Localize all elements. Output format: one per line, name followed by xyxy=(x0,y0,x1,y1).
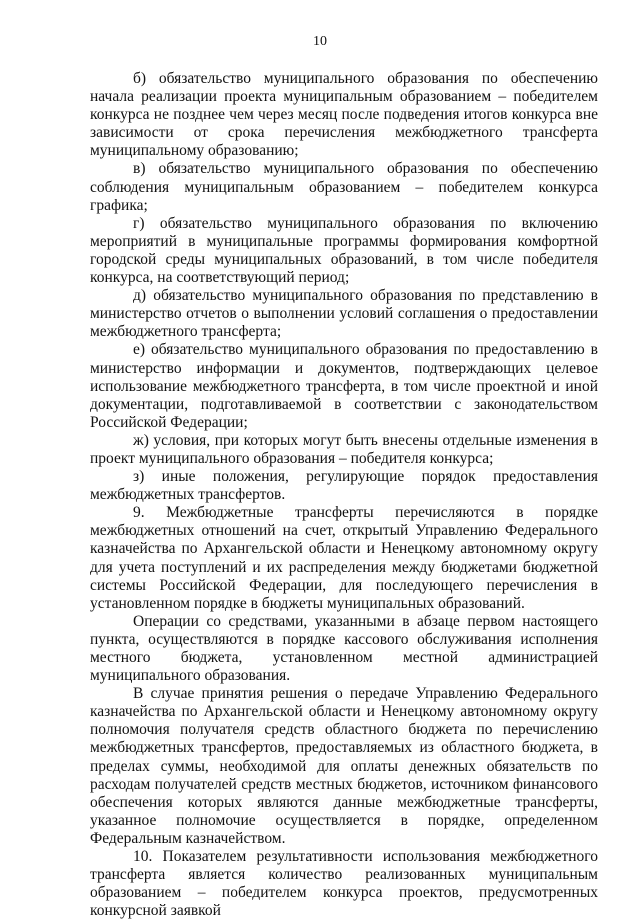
paragraph-9: 9. Межбюджетные трансферты перечисляются в порядке межбюджетных отношений на счет, открытый Управлению Федерального казначейства по Архангельской области и Ненецкому автономному округу для учета поступлений и их распределения между бюджетами бюджетной системы Российской Федерации, для последующего перечисления в установленном порядке в бюджеты муниципальных образований. xyxy=(90,504,598,612)
document-body xyxy=(90,70,598,920)
paragraph-d: д) обязательство муниципального образования по представлению в министерство отчетов о выполнении условий соглашения о предоставлении межбюджетного трансферта; xyxy=(90,287,598,341)
paragraph-operations: Операции со средствами, указанными в абзаце первом настоящего пункта, осуществляются в порядке кассового обслуживания исполнения местного бюджета, установленном местной администрацией муниципального образования. xyxy=(90,612,598,685)
paragraph-10: 10. Показателем результативности использования межбюджетного трансферта является количество реализованных муниципальным образованием – победителем конкурса проектов, предусмотренных конкурсной заявкой xyxy=(90,848,598,920)
paragraph-transfer-powers: В случае принятия решения о передаче Управлению Федерального казначейства по Архангельской области и Ненецкому автономному округу полномочия получателя средств областного бюджета по перечислению межбюджетных трансфертов, предоставляемых из областного бюджета, в пределах суммы, необходимой для оплаты денежных обязательств по расходам получателей средств местных бюджетов, источником финансового обеспечения которых являются данные межбюджетные трансферты, указанное полномочие осуществляется в порядке, определенном Федеральным казначейством. xyxy=(90,685,598,847)
paragraph-z: з) иные положения, регулирующие порядок предоставления межбюджетных трансфертов. xyxy=(90,468,598,504)
page-number: 10 xyxy=(313,34,327,49)
paragraph-zh: ж) условия, при которых могут быть внесены отдельные изменения в проект муниципального образования – победителя конкурса; xyxy=(90,431,598,467)
paragraph-v: в) обязательство муниципального образования по обеспечению соблюдения муниципальным образованием – победителем конкурса графика; xyxy=(90,160,598,214)
paragraph-b: б) обязательство муниципального образования по обеспечению начала реализации проекта муниципальным образованием – победителем конкурса не позднее чем через месяц после подведения итогов конкурса вне зависимости от срока перечисления межбюджетного трансферта муниципальному образованию; xyxy=(90,70,598,160)
paragraph-e: е) обязательство муниципального образования по предоставлению в министерство информации и документов, подтверждающих целевое использование межбюджетного трансферта, в том числе проектной и иной документации, подготавливаемой в соответствии с законодательством Российской Федерации; xyxy=(90,341,598,431)
paragraph-g: г) обязательство муниципального образования по включению мероприятий в муниципальные программы формирования комфортной городской среды муниципальных образований, в том числе победителя конкурса, на соответствующий период; xyxy=(90,214,598,287)
